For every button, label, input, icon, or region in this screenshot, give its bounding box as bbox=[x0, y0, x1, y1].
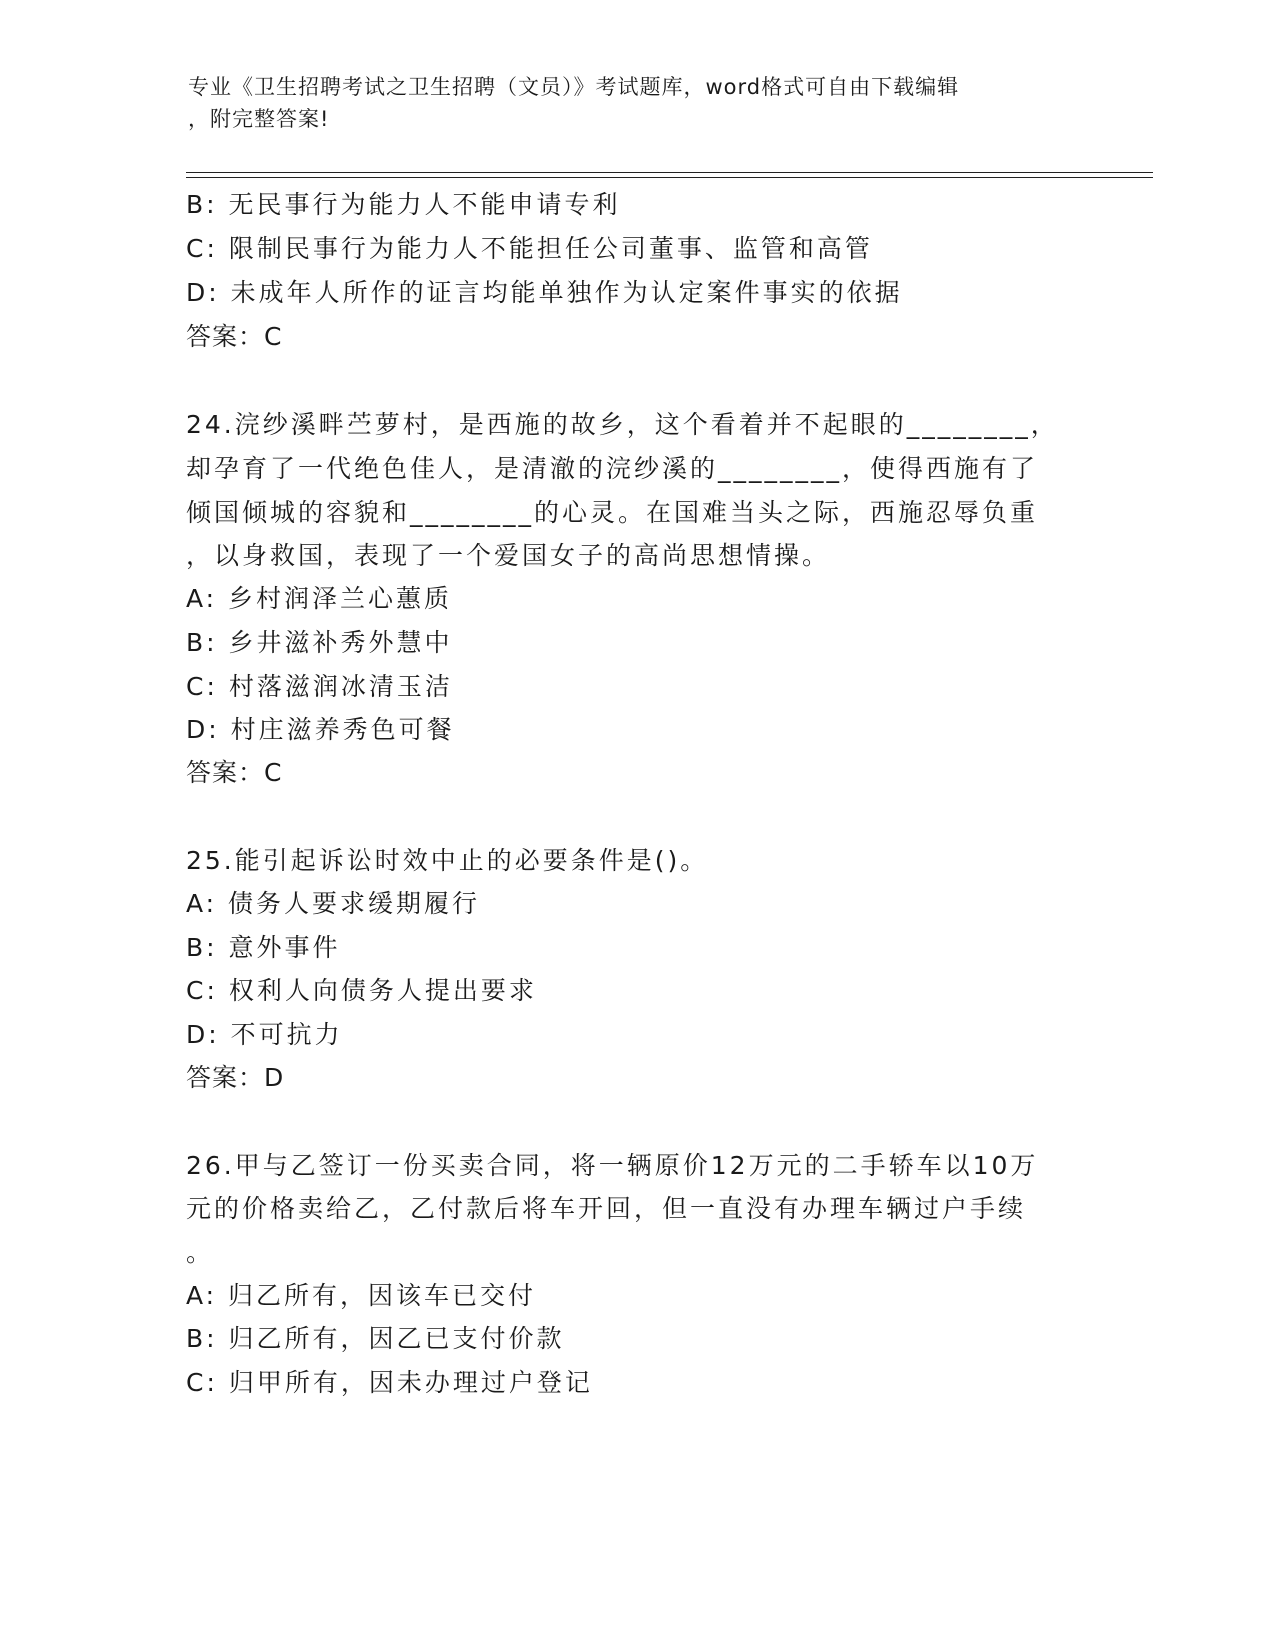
q23-answer: 答案：C bbox=[186, 322, 283, 351]
q25-option-c: C: 权利人向债务人提出要求 bbox=[186, 976, 537, 1005]
q23-option-b: B: 无民事行为能力人不能申请专利 bbox=[186, 190, 621, 219]
q23-option-c: C: 限制民事行为能力人不能担任公司董事、监管和高管 bbox=[186, 234, 873, 263]
q24-stem-line-4: ，以身救国，表现了一个爱国女子的高尚思想情操。 bbox=[186, 541, 831, 570]
q24-option-c: C: 村落滋润冰清玉洁 bbox=[186, 672, 453, 701]
q24-stem-line-1: 24.浣纱溪畔苎萝村，是西施的故乡，这个看着并不起眼的________， bbox=[186, 410, 1059, 439]
q25-answer: 答案：D bbox=[186, 1063, 285, 1092]
q23-option-d: D: 未成年人所作的证言均能单独作为认定案件事实的依据 bbox=[186, 278, 903, 307]
q25-option-b: B: 意外事件 bbox=[186, 933, 341, 962]
header-rule-bottom bbox=[186, 177, 1153, 178]
q26-option-a: A: 归乙所有，因该车已交付 bbox=[186, 1281, 537, 1310]
q24-option-d: D: 村庄滋养秀色可餐 bbox=[186, 715, 455, 744]
q24-stem-line-3: 倾国倾城的容貌和________的心灵。在国难当头之际，西施忍辱负重 bbox=[186, 498, 1039, 527]
q26-option-b: B: 归乙所有，因乙已支付价款 bbox=[186, 1324, 565, 1353]
q24-stem-line-2: 却孕育了一代绝色佳人，是清澈的浣纱溪的________，使得西施有了 bbox=[186, 454, 1039, 483]
q25-stem-line-1: 25.能引起诉讼时效中止的必要条件是()。 bbox=[186, 846, 709, 875]
q24-option-a: A: 乡村润泽兰心蕙质 bbox=[186, 584, 453, 613]
q26-stem-line-1: 26.甲与乙签订一份买卖合同，将一辆原价12万元的二手轿车以10万 bbox=[186, 1151, 1039, 1180]
q24-answer: 答案：C bbox=[186, 758, 283, 787]
q25-option-a: A: 债务人要求缓期履行 bbox=[186, 889, 481, 918]
q24-option-b: B: 乡井滋补秀外慧中 bbox=[186, 628, 453, 657]
q26-stem-line-3: 。 bbox=[186, 1238, 215, 1267]
header-rule-top bbox=[186, 172, 1153, 173]
q26-stem-line-2: 元的价格卖给乙，乙付款后将车开回，但一直没有办理车辆过户手续 bbox=[186, 1194, 1027, 1223]
q26-option-c: C: 归甲所有，因未办理过户登记 bbox=[186, 1368, 593, 1397]
header-text-line-2: ，附完整答案! bbox=[188, 107, 330, 131]
q25-option-d: D: 不可抗力 bbox=[186, 1020, 343, 1049]
header-text-line-1: 专业《卫生招聘考试之卫生招聘（文员）》考试题库，word格式可自由下载编辑 bbox=[188, 75, 960, 99]
